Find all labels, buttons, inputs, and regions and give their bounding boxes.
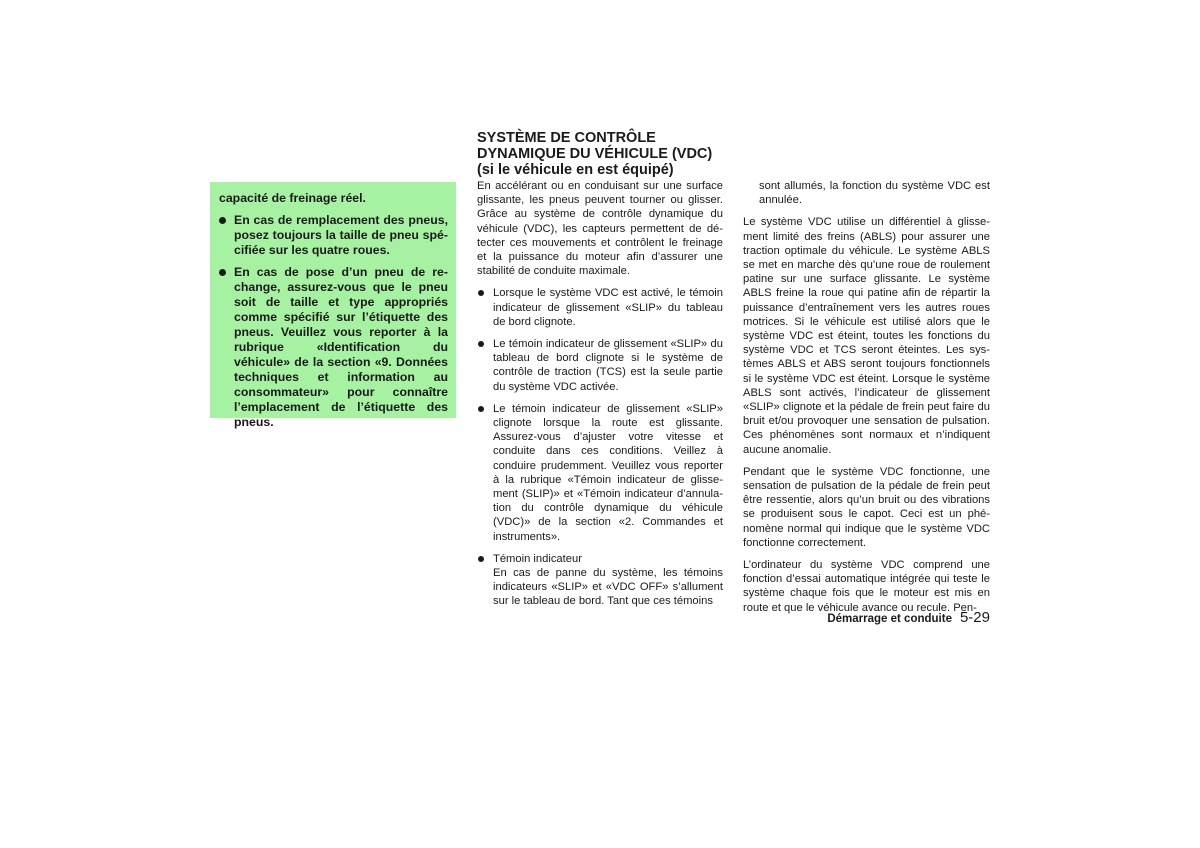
right-column — [743, 179, 990, 623]
list-item-text: Lorsque le système VDC est activé, le témoin indicateur de glissement «SLIP» du tableau de bord clignote. — [493, 287, 723, 328]
note-bullet-2 — [219, 265, 448, 430]
paragraph: Pendant que le système VDC fonctionne, une sensation de pulsation de la pédale de frein peut être ressentie, alors qu’un bruit ou des vibrations se produisent sous le capot. Ceci est un phénomène normal qui indique que le système VDC fonctionne correctement. — [743, 465, 990, 549]
list-item — [477, 552, 723, 609]
title-line-1: SYSTÈME DE CONTRÔLE — [477, 130, 656, 146]
list-item-text: Le témoin indicateur de glissement «SLIP» du tableau de bord clignote si le système de contrôle de traction (TCS) est la seule partie du système VDC activée. — [493, 338, 723, 393]
bullet-dot-icon — [478, 556, 484, 562]
list-item-heading: Témoin indicateur — [493, 552, 582, 565]
middle-column — [477, 179, 723, 617]
list-item-body: En cas de panne du système, les témoins indicateurs «SLIP» et «VDC OFF» s’allument sur le tableau de bord. Tant que ces témoins — [493, 567, 723, 608]
note-bullet-text: En cas de remplacement des pneus, posez toujours la taille de pneu spécifiée sur les quatre roues. — [234, 213, 448, 257]
list-item — [477, 402, 723, 544]
list-item — [477, 286, 723, 329]
list-item — [477, 337, 723, 394]
title-line-3: (si le véhicule en est équipé) — [477, 162, 674, 178]
note-intro: capacité de freinage réel. — [219, 191, 366, 205]
bullet-dot-icon — [219, 217, 226, 224]
footer-section-name: Démarrage et conduite — [827, 613, 952, 625]
section-title — [477, 130, 737, 178]
list-item-text: Le témoin indicateur de glissement «SLIP» clignote lorsque la route est glissante. Assurez-vous d’ajuster votre vitesse et conduite dans ces conditions. Veillez à conduire prudemment. Veuillez vous reporter à la rubrique «Témoin indicateur de glissement (SLIP)» et «Témoin indicateur d’annulation du contrôle dynamique du véhicule (VDC)» de la section «2. Commandes et instruments». — [493, 402, 723, 543]
intro-paragraph: En accélérant ou en conduisant sur une surface glissante, les pneus peuvent tourner ou glisser. Grâce au système de contrôle dynamique du véhicule (VDC), les capteurs permettent de détecter ces mouvements et contrôlent le freinage et la puissance du moteur afin d’assurer une stabilité de conduite maximale. — [477, 180, 723, 278]
continued-text: sont allumés, la fonction du système VDC est annulée. — [759, 180, 990, 207]
note-bullet-1 — [219, 213, 448, 258]
page-number: 5-29 — [959, 609, 990, 626]
page-footer — [827, 609, 990, 626]
bullet-dot-icon — [219, 269, 226, 276]
title-line-2: DYNAMIQUE DU VÉHICULE (VDC) — [477, 146, 713, 162]
bullet-dot-icon — [478, 341, 484, 347]
bullet-dot-icon — [478, 290, 484, 296]
paragraph: Le système VDC utilise un différentiel à glissement limité des freins (ABLS) pour assurer une traction optimale du véhicule. Le système ABLS se met en marche dès qu’une roue de roulement patine sur une surface glissante. Le système ABLS freine la roue qui patine afin de répartir la puissance d’entraînement vers les autres roues motrices. Si le véhicule est utilisé alors que le système VDC est éteint, toutes les fonctions du système VDC et TCS seront éteintes. Les systèmes ABLS et ABS seront toujours fonctionnels si le système VDC est éteint. Lorsque le système ABLS sont activés, l’indicateur de glissement «SLIP» clignote et la pédale de frein peut faire du bruit et/ou provoquer une sensation de pulsation. Ces phénomènes sont normaux et n’indiquent aucune anomalie. — [743, 216, 990, 456]
paragraph: L’ordinateur du système VDC comprend une fonction d’essai automatique intégrée qui teste le système chaque fois que le moteur est mis en route et que le véhicule avance ou recule. Pen- — [743, 559, 990, 614]
tire-note-box — [210, 182, 456, 429]
bullet-dot-icon — [478, 406, 484, 412]
note-bullet-text: En cas de pose d’un pneu de rechange, assurez-vous que le pneu soit de taille et type appropriés comme spécifié sur l’étiquette des pneus. Veuillez vous reporter à la rubrique «Identification du véhicule» de la section «9. Données techniques et information au consommateur» pour connaître l’emplacement de l’étiquette des pneus. — [234, 265, 448, 429]
